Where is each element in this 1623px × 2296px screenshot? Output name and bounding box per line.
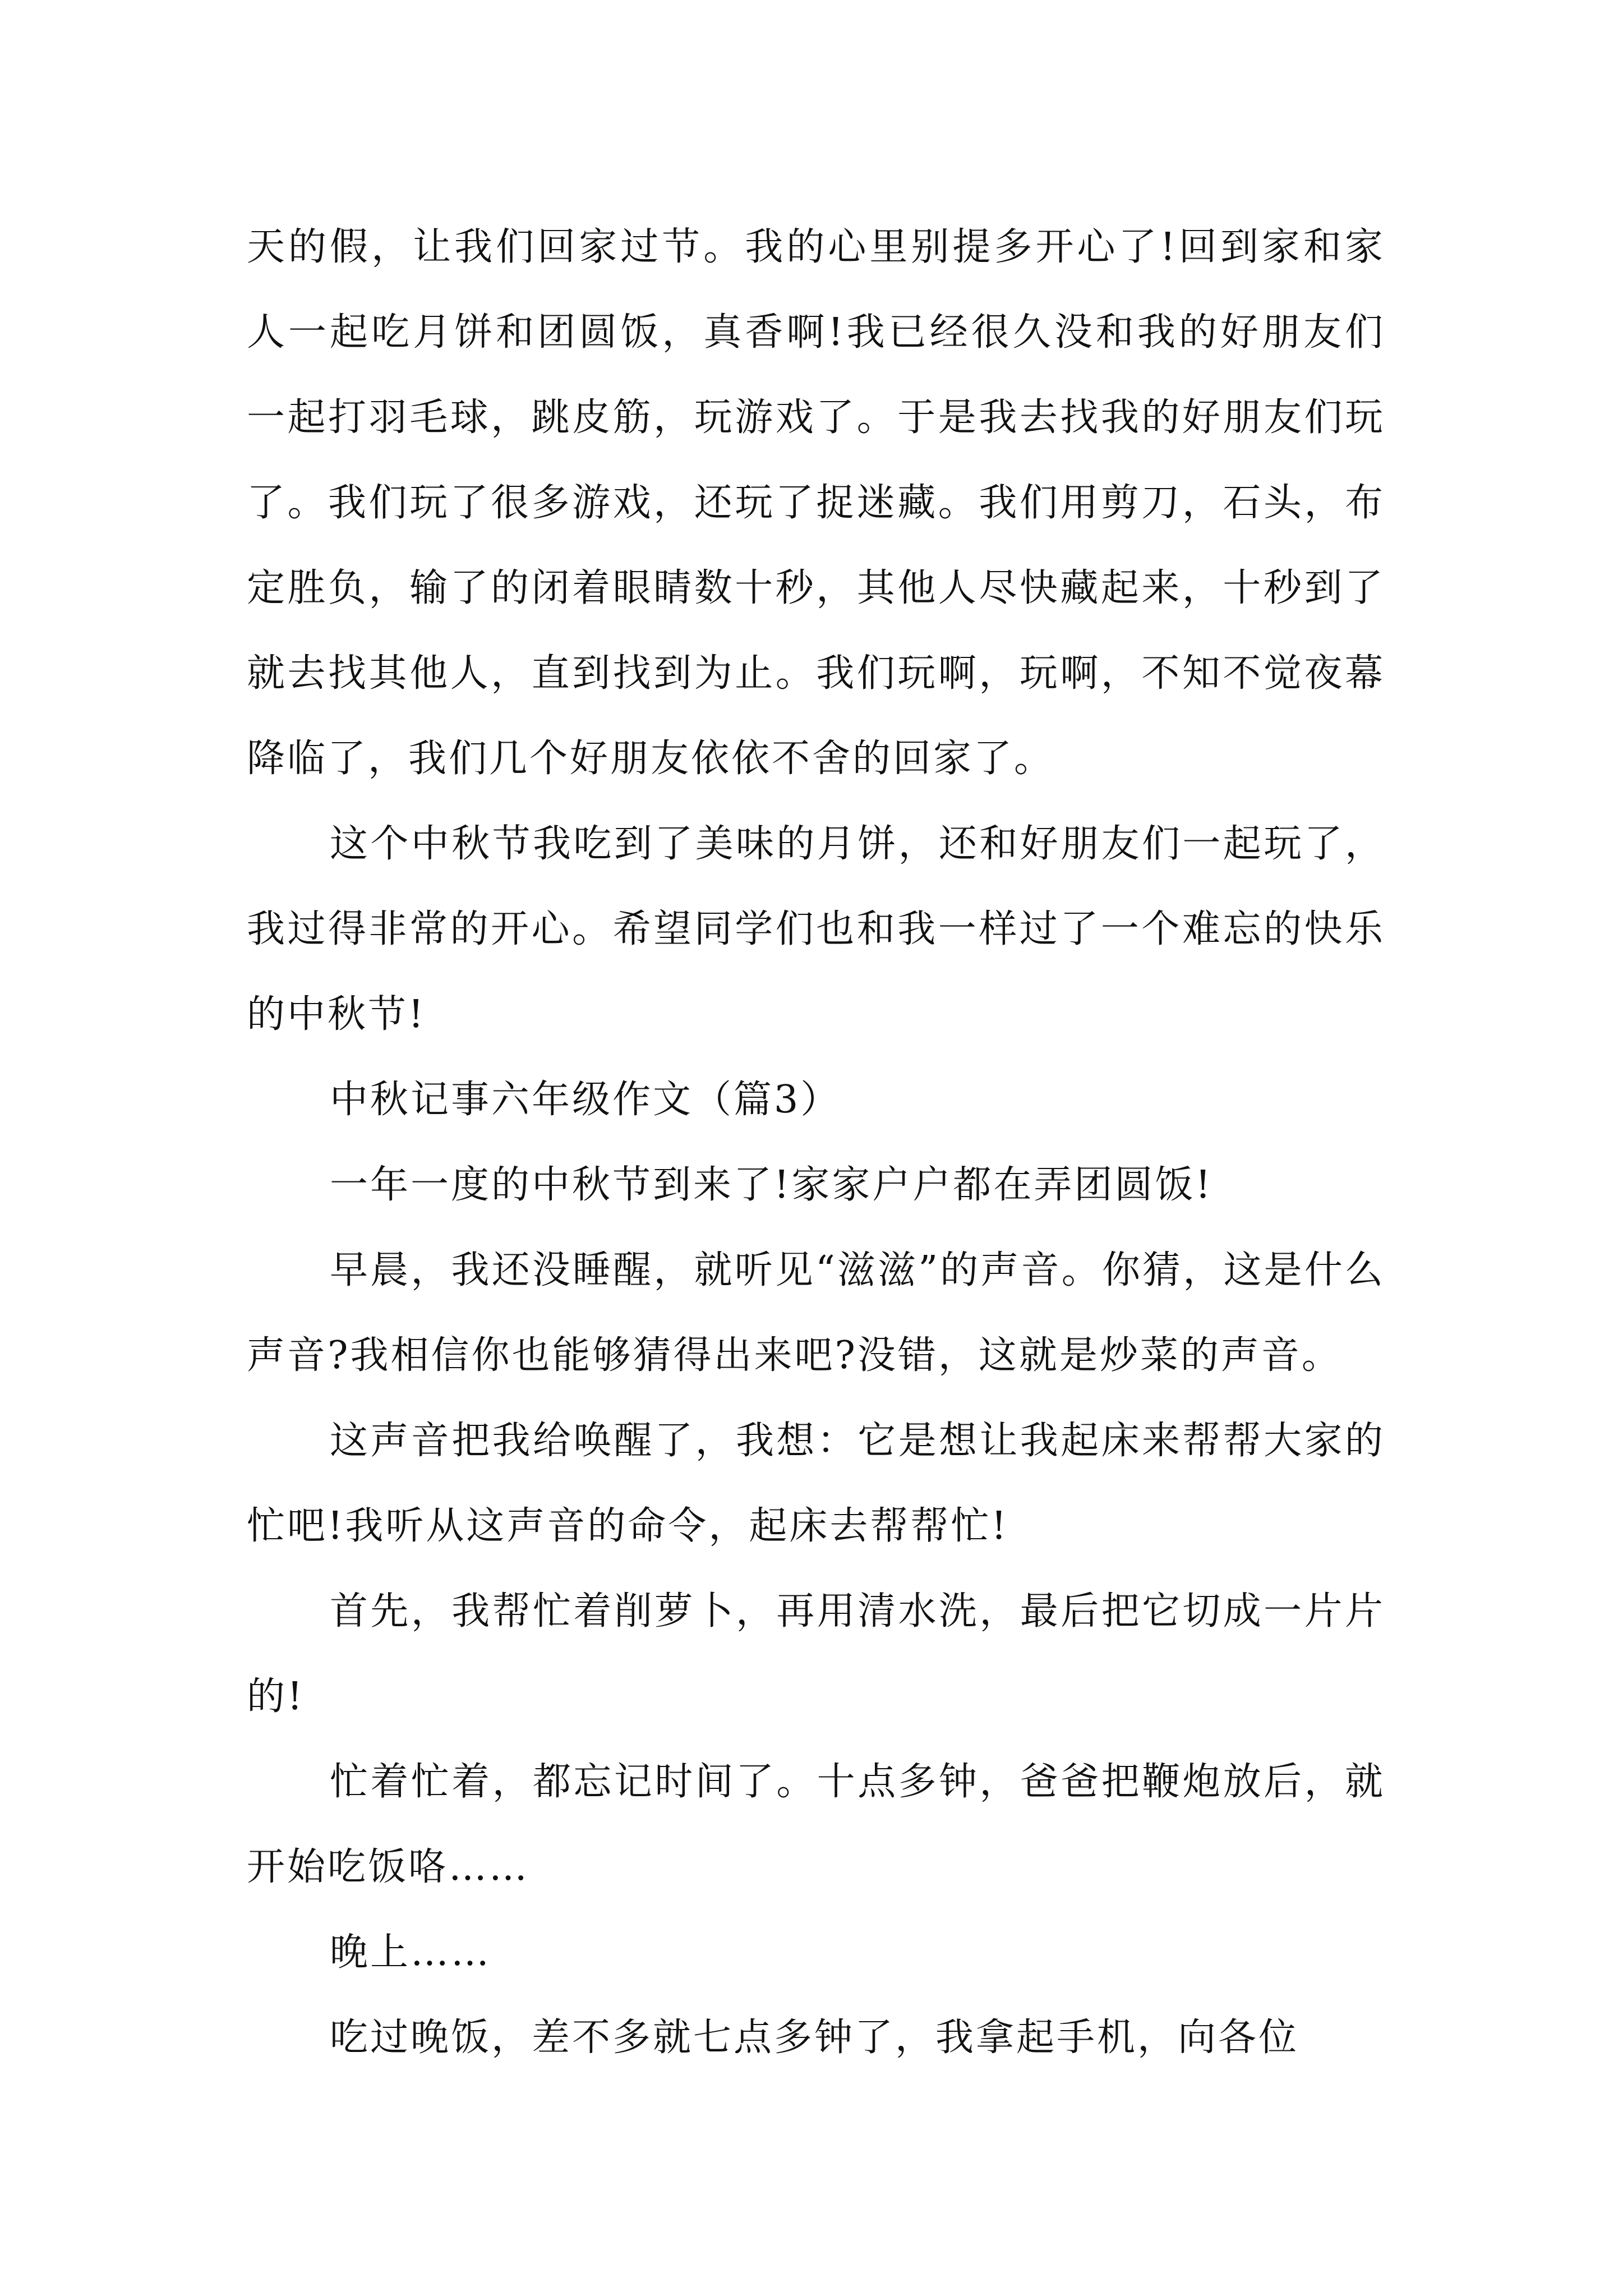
paragraph-6: 首先，我帮忙着削萝卜，再用清水洗，最后把它切成一片片的!	[247, 1589, 1385, 1719]
paragraph-9: 吃过晚饭，差不多就七点多钟了，我拿起手机，向各位	[330, 2016, 1299, 2060]
paragraph-3: 一年一度的中秋节到来了!家家户户都在弄团圆饭!	[330, 1163, 1213, 1207]
paragraph-8: 晚上……	[330, 1930, 492, 1975]
paragraph-1: 天的假，让我们回家过节。我的心里别提多开心了!回到家和家人一起吃月饼和团圆饭，真香啊!我已经很久没和我的好朋友们一起打羽毛球，跳皮筋，玩游戏了。于是我去找我的好朋友们玩了。我们玩了很多游戏，还玩了捉迷藏。我们用剪刀，石头，布定胜负，输了的闭着眼睛数十秒，其他人尽快藏起来，十秒到了就去找其他人，直到找到为止。我们玩啊，玩啊，不知不觉夜幕降临了，我们几个好朋友依依不舍的回家了。	[247, 225, 1385, 781]
document-body	[247, 205, 1385, 2081]
paragraph-7: 忙着忙着，都忘记时间了。十点多钟，爸爸把鞭炮放后，就开始吃饭咯……	[247, 1760, 1385, 1889]
section-heading: 中秋记事六年级作文（篇3）	[330, 1078, 841, 1122]
paragraph-5: 这声音把我给唤醒了，我想：它是想让我起床来帮帮大家的忙吧!我听从这声音的命令，起床去帮帮忙!	[247, 1419, 1385, 1548]
paragraph-2: 这个中秋节我吃到了美味的月饼，还和好朋友们一起玩了，我过得非常的开心。希望同学们也和我一样过了一个难忘的快乐的中秋节!	[247, 822, 1385, 1037]
paragraph-4: 早晨，我还没睡醒，就听见“滋滋”的声音。你猜，这是什么声音?我相信你也能够猜得出来吧?没错，这就是炒菜的声音。	[247, 1248, 1385, 1378]
